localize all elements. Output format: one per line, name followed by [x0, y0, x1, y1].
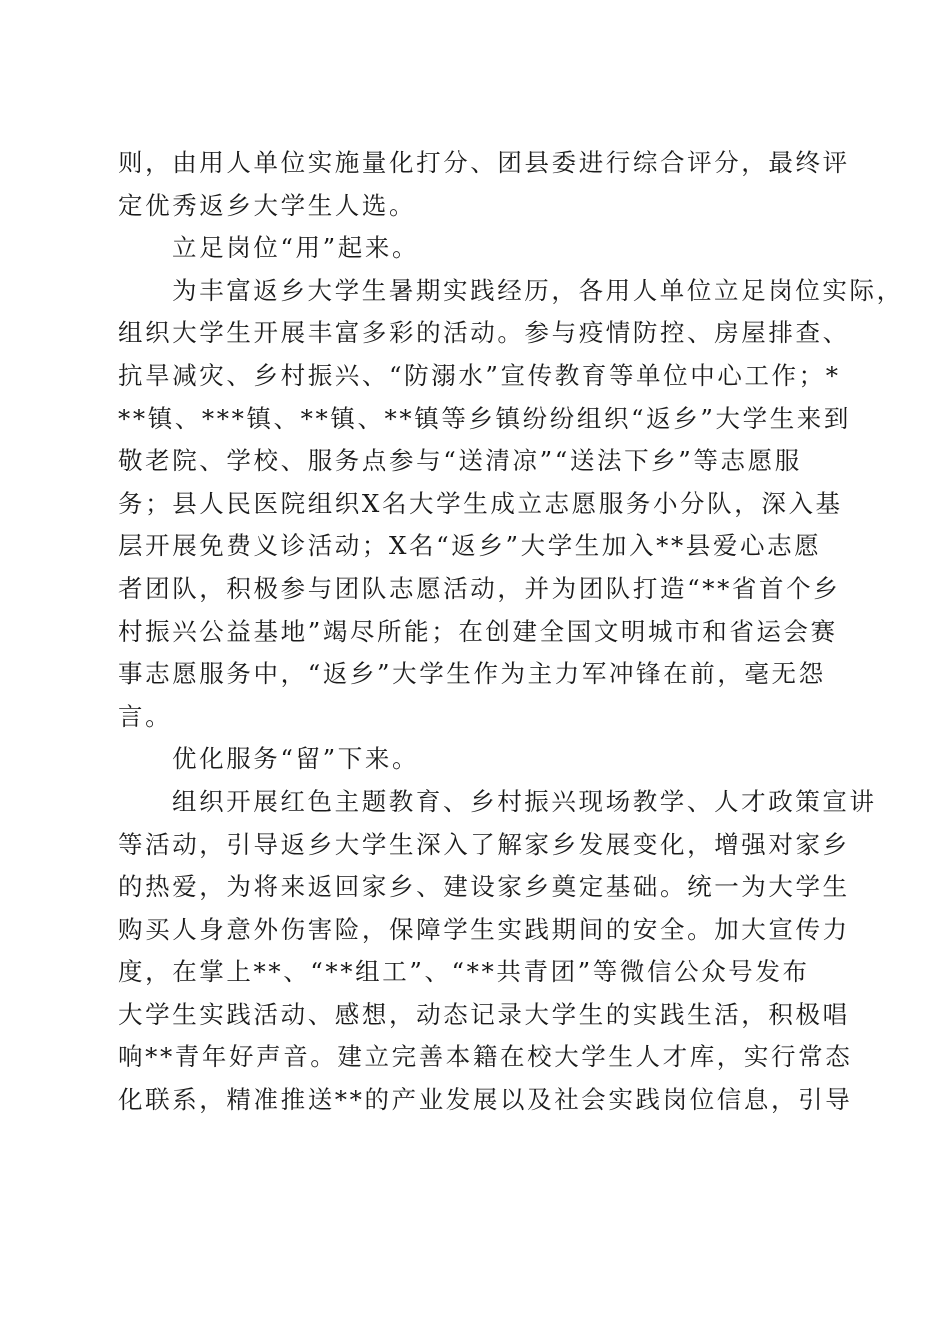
section-heading-retain: 优化服务“留”下来。: [172, 744, 420, 774]
text-line: 村振兴公益基地”竭尽所能；在创建全国文明城市和省运会赛: [118, 616, 838, 646]
text-line: 则，由用人单位实施量化打分、团县委进行综合评分，最终评: [118, 148, 850, 177]
text-line: **镇、***镇、**镇、**镇等乡镇纷纷组织“返乡”大学生来到: [118, 403, 851, 433]
text-line: 务；县人民医院组织X名大学生成立志愿服务小分队，深入基: [118, 488, 843, 518]
text-line: 敬老院、学校、服务点参与“送清凉”“送法下乡”等志愿服: [118, 446, 802, 476]
text-line: 响**青年好声音。建立完善本籍在校大学生人才库，实行常态: [118, 1042, 853, 1072]
text-line: 度，在掌上**、“**组工”、“**共青团”等微信公众号发布: [118, 957, 810, 987]
text-line: 抗旱减灾、乡村振兴、“防溺水”宣传教育等单位中心工作；*: [118, 360, 841, 390]
paragraph-start: 组织开展红色主题教育、乡村振兴现场教学、人才政策宣讲: [172, 786, 877, 816]
text-line: 化联系，精准推送**的产业发展以及社会实践岗位信息，引导: [118, 1085, 853, 1115]
paragraph-start: 为丰富返乡大学生暑期实践经历，各用人单位立足岗位实际，: [172, 275, 904, 305]
text-line: 事志愿服务中，“返乡”大学生作为主力军冲锋在前，毫无怨: [118, 659, 826, 689]
text-line: 定优秀返乡大学生人选。: [118, 190, 417, 220]
text-line: 者团队，积极参与团队志愿活动，并为团队打造“**省首个乡: [118, 573, 841, 603]
document-page: [118, 142, 904, 1122]
text-line: 等活动，引导返乡大学生深入了解家乡发展变化，增强对家乡: [118, 829, 850, 859]
text-line: 层开展免费义诊活动；X名“返乡”大学生加入**县爱心志愿: [118, 531, 822, 561]
text-line: 大学生实践活动、感想，动态记录大学生的实践生活，积极唱: [118, 999, 850, 1029]
text-line: 的热爱，为将来返回家乡、建设家乡奠定基础。统一为大学生: [118, 872, 850, 902]
text-line: 言。: [118, 701, 173, 731]
text-line: 组织大学生开展丰富多彩的活动。参与疫情防控、房屋排查、: [118, 318, 850, 348]
section-heading-use: 立足岗位“用”起来。: [172, 233, 420, 263]
text-line: 购买人身意外伤害险，保障学生实践期间的安全。加大宣传力: [118, 914, 850, 944]
